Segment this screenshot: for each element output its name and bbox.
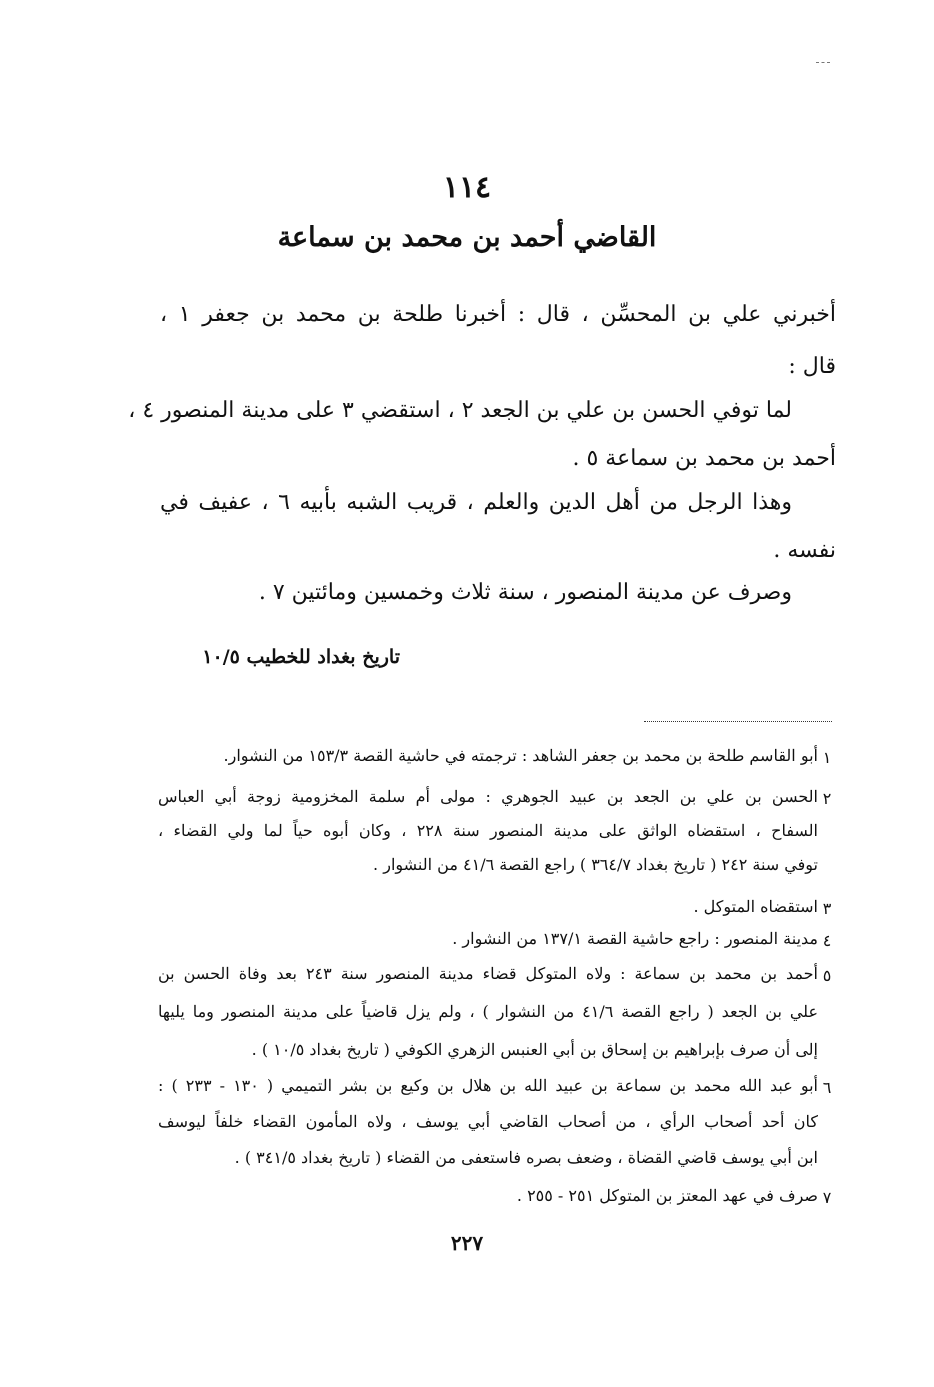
footnote-number: ٢ [822,789,832,808]
footnote-line: توفي سنة ٢٤٢ ( تاريخ بغداد ٣٦٤/٧ ) راجع القصة ٤١/٦ من النشوار . [373,855,818,874]
footnote-line: مدينة المنصور : راجع حاشية القصة ١٣٧/١ من النشوار . [452,929,818,948]
footnote-number: ٦ [822,1078,832,1097]
story-number: ١١٤ [442,170,492,205]
footnote-line: أحمد بن محمد بن سماعة : ولاه المتوكل قضاء مدينة المنصور سنة ٢٤٣ بعد وفاة الحسن بن [158,964,818,983]
source-citation: تاريخ بغداد للخطيب ١٠/٥ [202,646,400,668]
footnote-number: ٥ [822,966,832,985]
footnote-line: علي بن الجعد ( راجع القصة ٤١/٦ من النشوار ) ، ولم يزل قاضياً على مدينة المنصور وما يليها [158,1002,818,1021]
footnote-line: السفاح ، استقضاه الواثق على مدينة المنصور سنة ٢٢٨ ، وكان أبوه حياً لما ولي القضاء ، [158,821,818,840]
footnote-line: إلى أن صرف بإبراهيم بن إسحاق بن أبي العنبس الزهري الكوفي ( تاريخ بغداد ١٠/٥ ) . [251,1040,818,1059]
footnote-number: ٣ [822,899,832,918]
corner-mark [816,62,830,64]
body-line: وهذا الرجل من أهل الدين والعلم ، قريب الشبه بأبيه ٦ ، عفيف في [160,490,793,515]
body-line: لما توفي الحسن بن علي بن الجعد ٢ ، استقضي ٣ على مدينة المنصور ٤ ، [128,398,792,423]
body-line: قال : [788,354,836,379]
footnote-line: صرف في عهد المعتز بن المتوكل ٢٥١ - ٢٥٥ . [516,1186,818,1205]
footnote-number: ٤ [822,931,832,950]
footnote-line: الحسن بن علي بن الجعد بن عبيد الجوهري : مولى أم سلمة المخزومية زوجة أبي العباس [158,787,819,806]
footnote-number: ٧ [822,1188,832,1207]
story-title: القاضي أحمد بن محمد بن سماعة [277,222,657,253]
footnote-line: أبو عبد الله محمد بن سماعة بن عبيد الله بن هلال بن وكيع بن بشر التميمي ( ١٣٠ - ٢٣٣ ) : [158,1076,819,1095]
footnote-number: ١ [822,748,832,767]
body-line: نفسه . [773,538,836,563]
footnote-line: استقضاه المتوكل . [693,897,818,916]
body-line: وصرف عن مدينة المنصور ، سنة ثلاث وخمسين ومائتين ٧ . [258,580,792,605]
footnote-separator [644,721,832,722]
footnote-line: ابن أبي يوسف قاضي القضاة ، وضعف بصره فاستعفى من القضاء ( تاريخ بغداد ٣٤١/٥ ) . [234,1148,818,1167]
page-number: ٢٢٧ [450,1231,484,1255]
body-line: أحمد بن محمد بن سماعة ٥ . [572,446,836,471]
footnote-line: أبو القاسم طلحة بن محمد بن جعفر الشاهد : ترجمته في حاشية القصة ١٥٣/٣ من النشوار. [223,746,818,765]
body-line: أخبرني علي بن المحسِّن ، قال : أخبرنا طلحة بن محمد بن جعفر ١ ، [160,302,836,327]
footnote-line: كان أحد أصحاب الرأي ، من أصحاب القاضي أبي يوسف ، ولاه المأمون القضاء خلفاً ليوسف [158,1112,819,1131]
